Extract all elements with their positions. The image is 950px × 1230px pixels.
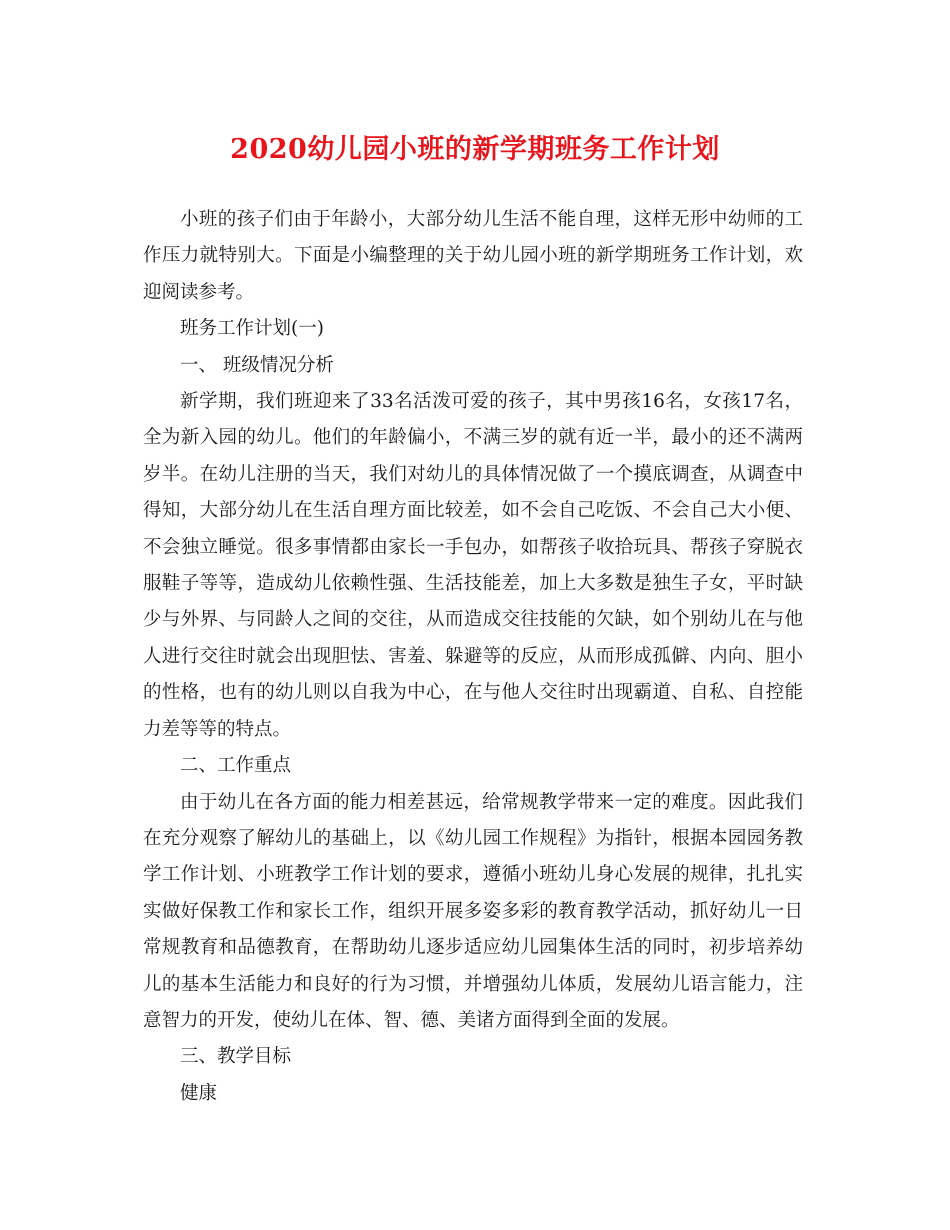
work-focus-paragraph: 由于幼儿在各方面的能力相差甚远，给常规教学带来一定的难度。因此我们在充分观察了解幼儿的基础上，以《幼儿园工作规程》为指针，根据本园园务教学工作计划、小班教学工作计划的要求，遵循小班幼儿身心发展的规律，扎扎实实做好保教工作和家长工作，组织开展多姿多彩的教育教学活动，抓好幼儿一日常规教育和品德教育，在帮助幼儿逐步适应幼儿园集体生活的同时，初步培养幼儿的基本生活能力和良好的行为习惯，并增强幼儿体质，发展幼儿语言能力，注意智力的开发，使幼儿在体、智、德、美诸方面得到全面的发展。 bbox=[143, 791, 803, 1031]
document-body bbox=[143, 202, 803, 1112]
section-heading-teaching-goals: 三、教学目标 bbox=[180, 1046, 292, 1068]
section-heading-work-focus: 二、工作重点 bbox=[180, 755, 292, 777]
class-analysis-paragraph: 新学期，我们班迎来了33名活泼可爱的孩子，其中男孩16名，女孩17名，全为新入园的幼儿。他们的年龄偏小，不满三岁的就有近一半，最小的还不满两岁半。在幼儿注册的当天，我们对幼儿的具体情况做了一个摸底调查，从调查中得知，大部分幼儿在生活自理方面比较差，如不会自己吃饭、不会自己大小便、不会独立睡觉。很多事情都由家长一手包办，如帮孩子收拾玩具、帮孩子穿脱衣服鞋子等等，造成幼儿依赖性强、生活技能差，加上大多数是独生子女，平时缺少与外界、与同龄人之间的交往，从而造成交往技能的欠缺，如个别幼儿在与他人进行交往时就会出现胆怯、害羞、躲避等的反应，从而形成孤僻、内向、胆小的性格，也有的幼儿则以自我为中心，在与他人交往时出现霸道、自私、自控能力差等等的特点。 bbox=[143, 391, 803, 740]
subheading-health: 健康 bbox=[180, 1082, 218, 1104]
section-heading-plan-one: 班务工作计划(一) bbox=[180, 318, 324, 340]
document-title: 2020幼儿园小班的新学期班务工作计划 bbox=[230, 134, 720, 165]
intro-paragraph: 小班的孩子们由于年龄小，大部分幼儿生活不能自理，这样无形中幼师的工作压力就特别大。下面是小编整理的关于幼儿园小班的新学期班务工作计划，欢迎阅读参考。 bbox=[143, 209, 803, 303]
section-heading-class-analysis: 一、 班级情况分析 bbox=[180, 354, 334, 376]
